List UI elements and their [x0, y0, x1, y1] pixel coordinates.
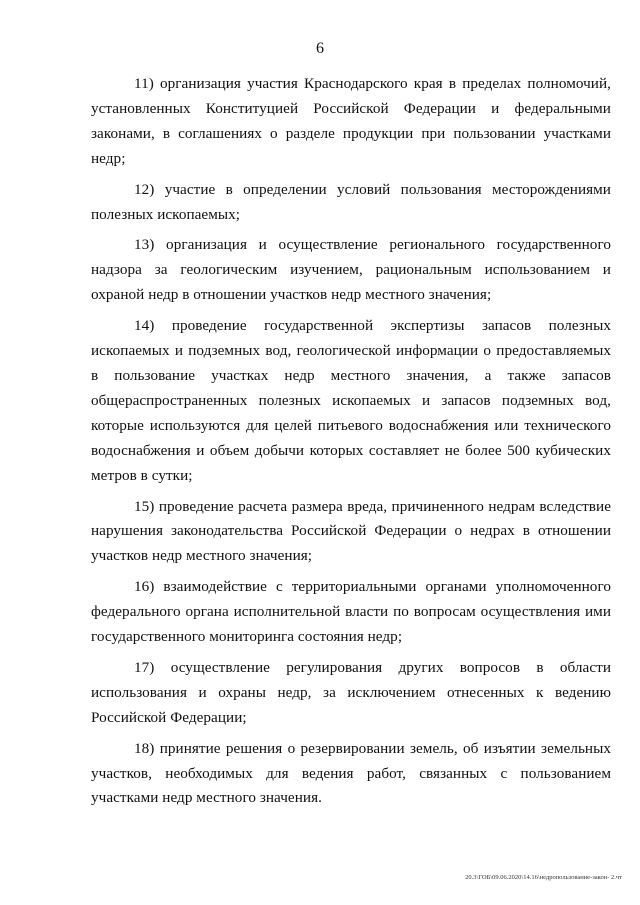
page-number: 6	[316, 40, 324, 57]
footer-file-code: 20.3\ГОБ\09.06.2020\14.16\недропользование-закон- 2.чт	[465, 874, 622, 881]
list-item-12: 12) участие в определении условий пользования месторождениями полезных ископаемых;	[91, 180, 611, 223]
document-body	[91, 72, 611, 817]
list-item-16: 16) взаимодействие с территориальными органами уполномоченного федерального органа исполнительной власти по вопросам осуществления ими государственного мониторинга состояния недр;	[91, 578, 611, 646]
list-item-15: 15) проведение расчета размера вреда, причиненного недрам вследствие нарушения законодательства Российской Федерации о недрах в отношении участков недр местного значения;	[91, 497, 611, 565]
list-item-14: 14) проведение государственной экспертизы запасов полезных ископаемых и подземных вод, геологической информации о предоставляемых в пользование участках недр местного значения, а также запасов общераспространенных полезных ископаемых и запасов подземных вод, которые используются для целей питьевого водоснабжения или технического водоснабжения и объем добычи которых составляет не более 500 кубических метров в сутки;	[91, 317, 611, 484]
list-item-11: 11) организация участия Краснодарского края в пределах полномочий, установленных Конституцией Российской Федерации и федеральными законами, в соглашениях о разделе продукции при пользовании участками недр;	[91, 75, 611, 167]
list-item-13: 13) организация и осуществление регионального государственного надзора за геологическим изучением, рациональным использованием и охраной недр в отношении участков недр местного значения;	[91, 236, 611, 304]
list-item-17: 17) осуществление регулирования других вопросов в области использования и охраны недр, за исключением отнесенных к ведению Российской Федерации;	[91, 658, 611, 726]
list-item-18: 18) принятие решения о резервировании земель, об изъятии земельных участков, необходимых для ведения работ, связанных с пользованием участками недр местного значения.	[91, 739, 611, 807]
